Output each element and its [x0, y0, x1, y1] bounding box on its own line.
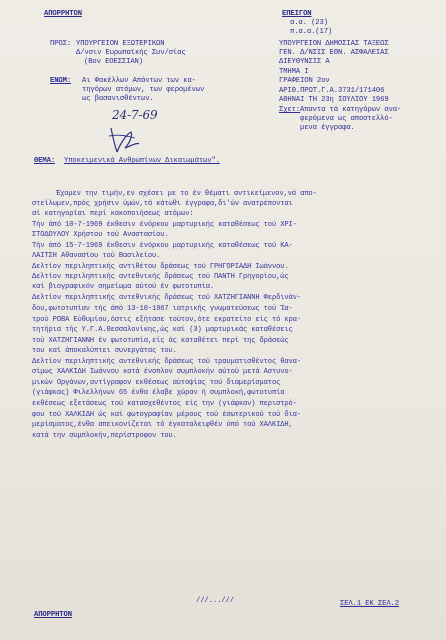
body-line: Δελτίον περιληπτικής αντεθνικής δράσεως τού τραυματισθέντος θανα- [32, 358, 301, 366]
urgent-mark: ΕΠΕΙΓΟΝ [282, 10, 312, 18]
body-line: Δελτίον περιληπτικής αντεθνικής δράσεως τού ΧΑΤΖΗΓΙΑΝΝΗ Φερδινάν- [32, 294, 301, 302]
body-line: ΣΤΟΔΟΥΛΟΥ Χρήστου τού Αναστασίου. [32, 231, 169, 239]
body-line: φου τού ΧΑΛΚΙΔΗ ώς καί φωτογραφίαν μέρους τού έσωτερικού τού δια- [32, 411, 301, 419]
to-line-3: (Βον ΕΟΕΣΣΙΑΝ) [84, 58, 143, 66]
body-line: Δελτίον περιληπτικής αντεθνικής δράσεως τού ΠΑΝΤΗ Γρηγορίου,ώς [32, 273, 289, 281]
relation-label: Σχετ: [279, 106, 301, 114]
classification-mark-top: ΑΠΟΡΡΗΤΟΝ [44, 10, 82, 18]
body-line: τού ΧΑΤΖΗΓΙΑΝΝΗ έν φωτοτυπία,είς άς καταθέτει περί της δράσεώς [32, 337, 289, 345]
body-line: δου,φωτοτυπίαν τής άπό 13-10-1967 ιατρικής γνωματεύσεως τού Ία- [32, 305, 293, 313]
copy-line-2: π.α.α.(17) [290, 28, 333, 36]
sender-line-4: ΤΜΗΜΑ Ι [279, 68, 309, 76]
body-line: ΛΑΙΤΣΗ Αθανασίου τού Βασιλείου. [32, 252, 161, 260]
sender-line-6: ΑΡΙΘ.ΠΡΩΤ.Γ.Α.3731/171406 [279, 87, 385, 95]
body-line: τητήρια τής Υ.Γ.Α.Θεσσαλονίκης,ώς καί (3) μαρτυρικάς καταθέσεις [32, 326, 293, 334]
sender-line-5: ΓΡΑΦΕΙΟΝ 2ον [279, 77, 330, 85]
relation-line-3: μενα έγγραφα. [300, 124, 355, 132]
relation-line-1: Απαντα τά κατηγόρων ανα- [300, 106, 402, 114]
classification-mark-bottom: ΑΠΟΡΡΗΤΟΝ [34, 611, 72, 619]
sender-line-3: ΔΙΕΥΘΥΝΣΙΣ Α [279, 58, 330, 66]
body-line: στείλωμεν,πρός χρήσιν ύμών,τά κάτωθι έγγραφα,δι'ών ανατρέπονται [32, 200, 293, 208]
continuation-separator: ///.../// [196, 597, 234, 605]
body-line: (γιάφκας) Φιλελλήνων 65 ένθα έλαβε χώραν ή συμπλοκή,φωτοτυπία [32, 389, 285, 397]
enclosure-line-3: ως βασανισθέντων. [82, 95, 154, 103]
body-line: μικών Οργάνων,αντίγραφον εκθέσεως αύτοψίας τού διαμερίσματος [32, 379, 281, 387]
body-line: αί κατηγορίαι περί κακοποιήσεως ατόμων: [32, 210, 194, 218]
body-line: μερίσματος,ένθα απεικονίζεται τό έγκαταλειφθέν ύπό τού ΧΑΛΚΙΔΗ, [32, 421, 293, 429]
sender-line-7: ΑΘΗΝΑΙ ΤΗ 23η ΙΟΥΛΙΟΥ 1969 [279, 96, 389, 104]
to-line-1: ΥΠΟΥΡΓΕΙΟΝ ΕΞΩΤΕΡΙΚΩΝ [76, 40, 165, 48]
body-line: Τήν άπό 15-7-1969 έκθεσιν ένόρκου μαρτυρικής καταθέσεως τού ΚΑ- [32, 242, 293, 250]
body-line: τρού ΡΟΒΑ Εύθυμίου,όστις εξήτασε τούτον,ότε εκρατείτο είς τό κρα- [32, 316, 301, 324]
handwritten-signature-icon [103, 124, 143, 156]
subject-text: Υποκειμενικά Ανθρωπίνων Δικαιωμάτων". [64, 157, 220, 165]
subject-label: ΘΕΜΑ: [34, 157, 56, 165]
enclosure-line-1: Αι Φακέλλων Απάντων των κα- [82, 77, 196, 85]
handwritten-date: 24-7-69 [112, 108, 158, 122]
body-line: σίμως ΧΑΛΚΙΔΗ Ιωάννου κατά ένοπλον συμπλοκήν αύτού μετά Αστυνο- [32, 368, 293, 376]
sender-line-2: ΓΕΝ. Δ/ΝΣΙΣ ΕΘΝ. ΑΣΦΑΛΕΙΑΣ [279, 49, 389, 57]
enclosure-label: ΕΝΩΜ: [50, 77, 72, 85]
relation-line-2: φερόμενα ως αποστελλό- [300, 115, 393, 123]
body-line: Δελτίον περιληπτικής αντιθέτου δράσεως τού ΓΡΗΓΟΡΙΑΔΗ Ιωάννου. [32, 263, 289, 271]
body-line: Τήν άπό 10-7-1969 έκθεσιν ένόρκου μαρτυρικής καταθέσεως τού ΧΡΙ- [32, 221, 297, 229]
sender-line-1: ΥΠΟΥΡΓΕΙΟΝ ΔΗΜΟΣΙΑΣ ΤΑΞΕΩΣ [279, 40, 389, 48]
page-reference: ΣΕΛ.1 ΕΚ ΣΕΛ.2 [340, 600, 399, 608]
to-label: ΠΡΟΣ: [50, 40, 72, 48]
to-line-2: Δ/νσιν Ευρωπαϊκής Συν/σίας [76, 49, 186, 57]
body-line: κατά την συμπλοκήν,περίστροφον του. [32, 432, 177, 440]
enclosure-line-2: τηγόρων ατόμων, των φερομένων [82, 86, 205, 94]
body-line: του καί άποκαλύπτει συνεργάτας του. [32, 347, 177, 355]
body-line: εκθέσεως εξετάσεως τού κατασχεθέντος είς την (γιάφκαν) περιστρό- [32, 400, 297, 408]
body-line: Έχομεν την τιμήν,εν σχέσει με το έν θέματι αντικείμενον,νά απο- [56, 190, 317, 198]
body-line: καί βιογραφικόν σημείωμα αύτού έν φωτοτυπία. [32, 283, 215, 291]
copy-line-1: α.α. (23) [290, 19, 328, 27]
